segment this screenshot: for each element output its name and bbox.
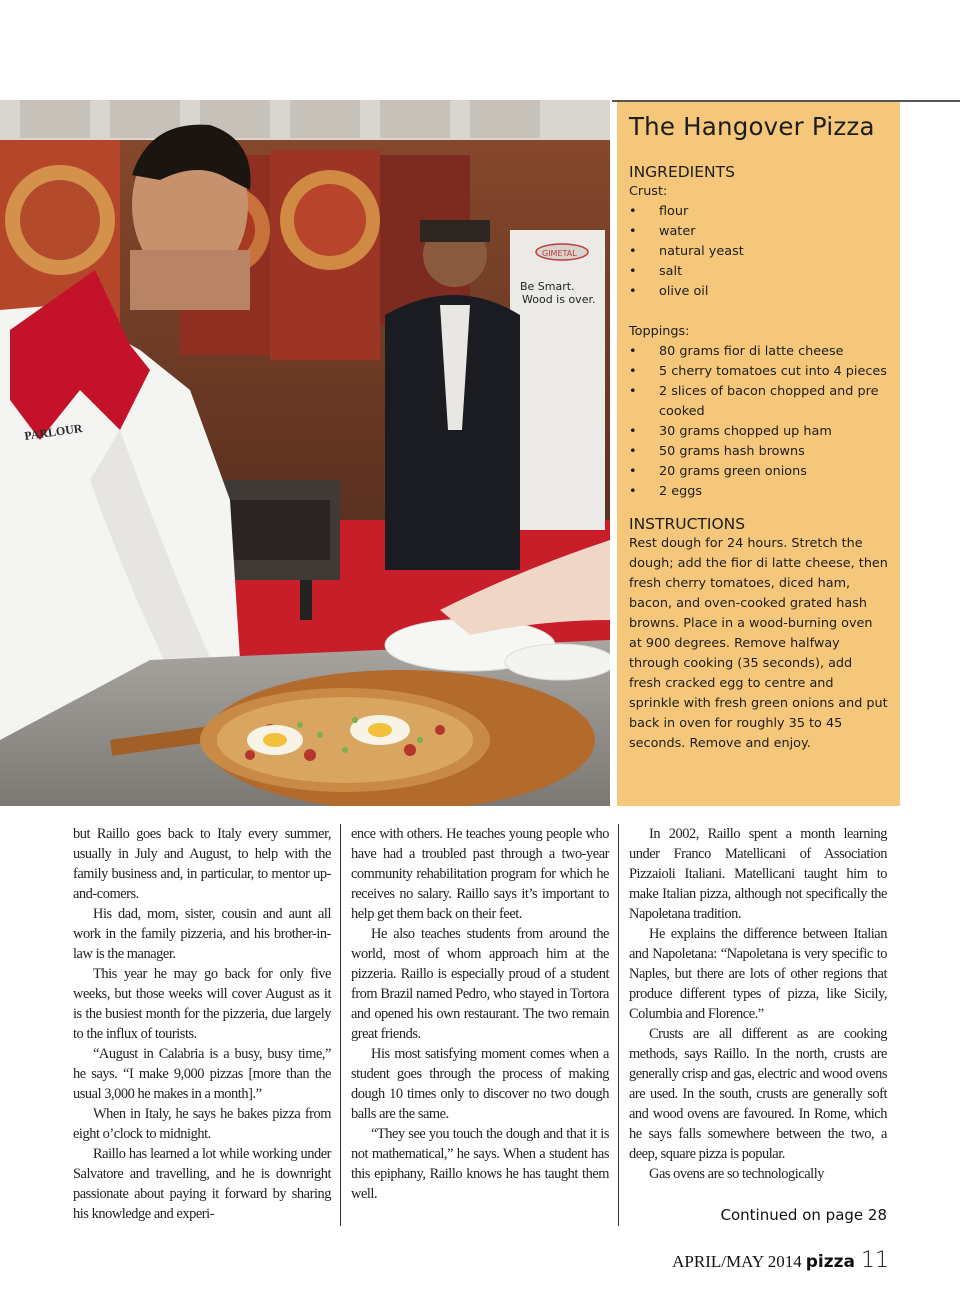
paragraph: Crusts are all different as are cooking methods, says Raillo. In the north, crusts are generally crisp and gas, electric and wood ovens are used. In the south, crusts are generally soft and wood ovens are favoured. In Rome, which he says falls somewhere between the two, a deep, square pizza is popular.	[629, 1026, 887, 1162]
continued-note: Continued on page 28	[720, 1206, 887, 1224]
list-item: • 5 cherry tomatoes cut into 4 pieces	[629, 362, 888, 382]
paragraph: Gas ovens are so technologically	[649, 1166, 825, 1182]
paragraph: He also teaches students from around the world, most of whom approach him at the pizzeria. Raillo is especially proud of a student from Brazil named Pedro, who stayed in Tortora and opened his own restaurant. The two remain great friends.	[351, 926, 609, 1042]
ingredients-heading: INGREDIENTS	[629, 163, 735, 181]
list-item: • 20 grams green onions	[629, 462, 888, 482]
paragraph: In 2002, Raillo spent a month learning under Franco Matellicani of Association Pizzaioli Italiani. Matellicani taught him to make Italian pizza, although not specifically the Napoletana tradition.	[629, 826, 887, 922]
instructions-heading: INSTRUCTIONS	[629, 515, 746, 533]
paragraph: “They see you touch the dough and that it is not mathematical,” he says. When a student has this epiphany, Raillo knows he has taught them well.	[351, 1126, 609, 1202]
paragraph: He explains the difference between Italian and Napoletana: “Napoletana is very specific to Naples, but there are lots of other regions that produce different types of pizza, like Sicily, Columbia and Florence.”	[629, 926, 887, 1022]
paragraph: Raillo has learned a lot while working under Salvatore and travelling, and he is downright passionate about paying it forward by sharing his knowledge and experi-	[73, 1146, 331, 1222]
article-column-2	[351, 824, 609, 1204]
column-divider	[340, 824, 341, 1226]
list-item: • 30 grams chopped up ham	[629, 422, 888, 442]
list-item: • 50 grams hash browns	[629, 442, 888, 462]
recipe-box	[617, 102, 900, 806]
paragraph: but Raillo goes back to Italy every summer, usually in July and August, to help with the family business and, in particular, to mentor up-and-comers.	[73, 826, 331, 902]
chef-photo	[0, 100, 610, 806]
list-item: • flour	[629, 202, 888, 222]
list-item: • olive oil	[629, 282, 888, 302]
shirt-logo: PARLOUR	[23, 420, 84, 443]
list-item: • natural yeast	[629, 242, 888, 262]
column-divider	[618, 824, 619, 1226]
list-item: • 80 grams fior di latte cheese	[629, 342, 888, 362]
banner-brand: GIMETAL	[542, 249, 577, 258]
crust-label: Crust:	[629, 184, 668, 199]
list-item: • 2 slices of bacon chopped and pre cooked	[629, 382, 888, 422]
toppings-list	[629, 342, 888, 502]
paragraph: His dad, mom, sister, cousin and aunt all work in the family pizzeria, and his brother-in-law is the manager.	[73, 906, 331, 962]
page-number: 11	[861, 1248, 889, 1273]
paragraph: When in Italy, he says he bakes pizza from eight o’clock to midnight.	[73, 1106, 331, 1142]
issue-date: APRIL/MAY 2014	[672, 1252, 802, 1271]
toppings-label: Toppings:	[629, 324, 690, 339]
article-column-3	[629, 824, 887, 1184]
recipe-title: The Hangover Pizza	[629, 112, 875, 141]
paragraph: “August in Calabria is a busy, busy time,” he says. “I make 9,000 pizzas [more than the usual 3,000 he makes in a month].”	[73, 1046, 331, 1102]
article-column-1	[73, 824, 331, 1224]
list-item: • water	[629, 222, 888, 242]
page-footer	[672, 1246, 889, 1277]
instructions-text: Rest dough for 24 hours. Stretch the dough; add the fior di latte cheese, then fresh cherry tomatoes, diced ham, bacon, and oven-cooked grated hash browns. Place in a wood-burning oven at 900 degrees. Remove halfway through cooking (35 seconds), add fresh cracked egg to centre and sprinkle with fresh green onions and put back in oven for roughly 35 to 45 seconds. Remove and enjoy.	[629, 536, 888, 751]
paragraph: His most satisfying moment comes when a student goes through the process of making dough 10 times only to discover no two dough balls are the same.	[351, 1046, 609, 1122]
magazine-name: pizza	[805, 1252, 855, 1272]
list-item: • 2 eggs	[629, 482, 888, 502]
list-item: • salt	[629, 262, 888, 282]
banner-slogan: Be Smart. Wood is over.	[520, 280, 596, 306]
paragraph: ence with others. He teaches young people who have had a troubled past through a two-year community rehabilitation program for which he receives no salary. Raillo says it’s important to help get them back on their feet.	[351, 826, 609, 922]
paragraph: This year he may go back for only five weeks, but those weeks will cover August as it is the busiest month for the pizzeria, due largely to the influx of tourists.	[73, 966, 331, 1042]
crust-list	[629, 202, 888, 302]
